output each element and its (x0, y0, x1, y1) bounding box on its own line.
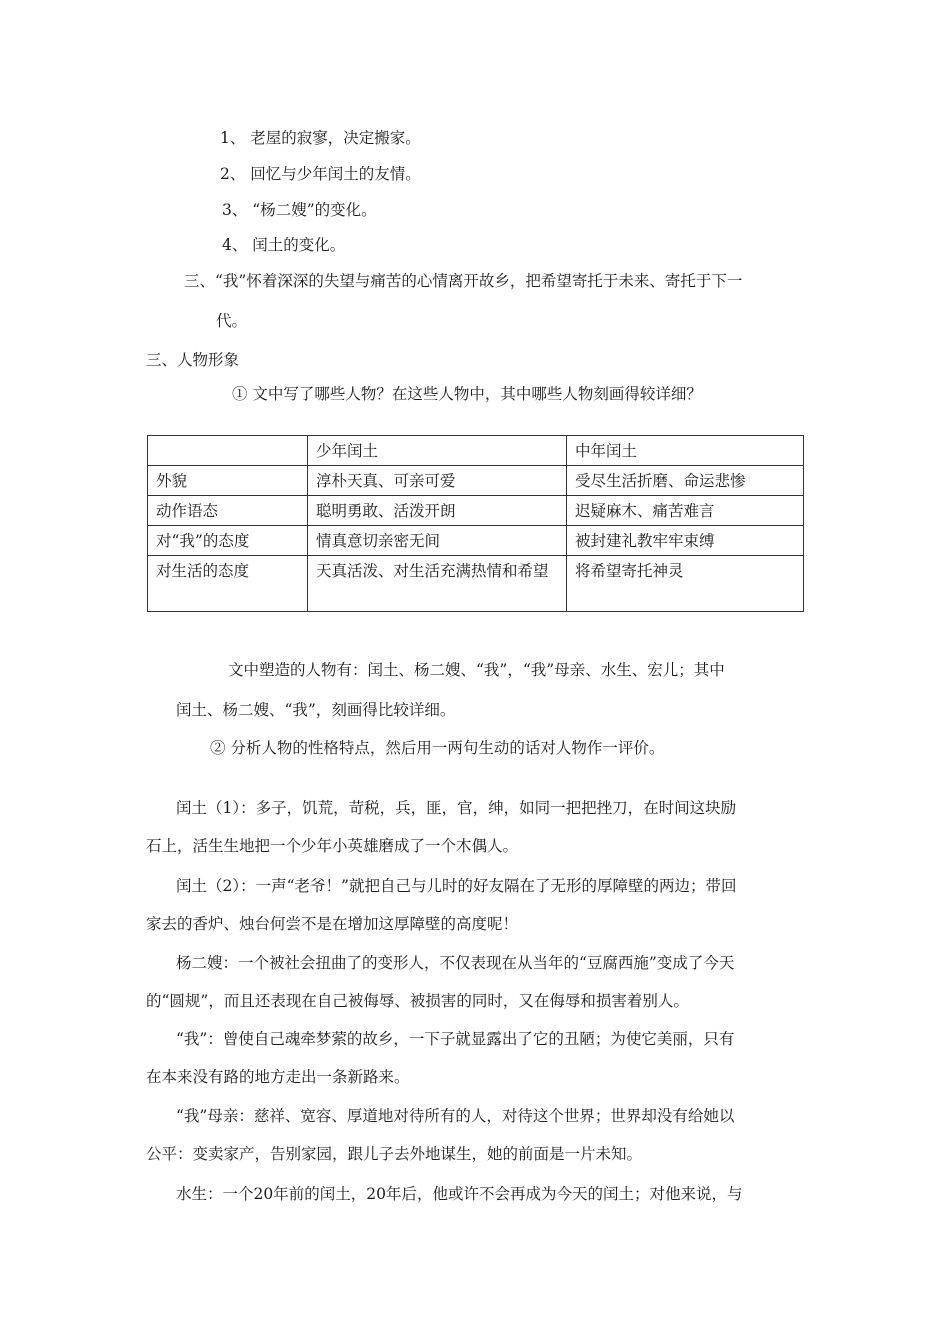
table-header-cell (148, 436, 308, 466)
question-2: ② 分析人物的性格特点，然后用一两句生动的话对人物作一评价。 (210, 739, 665, 757)
evaluation-line: 杨二嫂：一个被社会扭曲了的变形人，不仅表现在从当年的“豆腐西施”变成了今天 (176, 954, 735, 972)
evaluation-line: 公平：变卖家产，告别家园，跟儿子去外地谋生，她的前面是一片未知。 (146, 1145, 643, 1163)
answer-1-line-2: 闰土、杨二嫂、“我”，刻画得比较详细。 (176, 701, 456, 719)
table-cell: 动作语态 (148, 496, 308, 526)
table-row (148, 496, 804, 526)
table-header-cell: 中年闰土 (567, 436, 804, 466)
table-cell: 天真活泼、对生活充满热情和希望 (308, 556, 567, 612)
table-cell: 受尽生活折磨、命运悲惨 (567, 466, 804, 496)
table-cell: 对“我”的态度 (148, 526, 308, 556)
table-cell: 淳朴天真、可亲可爱 (308, 466, 567, 496)
answer-1-line-1: 文中塑造的人物有：闰土、杨二嫂、“我”，“我”母亲、水生、宏儿；其中 (228, 661, 725, 679)
plot-item-2: 2、 回忆与少年闰土的友情。 (220, 165, 421, 183)
table-header-row (148, 436, 804, 466)
section3-line-1: 三、“我”怀着深深的失望与痛苦的心情离开故乡，把希望寄托于未来、寄托于下一 (184, 272, 743, 290)
evaluation-line: 家去的香炉、烛台何尝不是在增加这厚障壁的高度呢！ (146, 915, 519, 933)
table-row (148, 526, 804, 556)
evaluation-paragraph (146, 797, 806, 873)
table-cell: 外貌 (148, 466, 308, 496)
plot-item-1: 1、 老屋的寂寥，决定搬家。 (220, 129, 421, 147)
evaluation-line: 的“圆规”，而且还表现在自己被侮辱、被损害的同时，又在侮辱和损害着别人。 (146, 992, 689, 1010)
table-cell: 迟疑麻木、痛苦难言 (567, 496, 804, 526)
evaluation-line: “我”：曾使自己魂牵梦萦的故乡，一下子就显露出了它的丑陋；为使它美丽，只有 (176, 1030, 735, 1048)
table-cell: 被封建礼教牢牢束缚 (567, 526, 804, 556)
table-cell: 情真意切亲密无间 (308, 526, 567, 556)
evaluation-line: 石上，活生生地把一个少年小英雄磨成了一个木偶人。 (146, 837, 519, 855)
question-1: ① 文中写了哪些人物？在这些人物中，其中哪些人物刻画得较详细？ (232, 385, 702, 403)
table-header-cell: 少年闰土 (308, 436, 567, 466)
table-cell: 聪明勇敢、活泼开朗 (308, 496, 567, 526)
plot-item-3: 3、 “杨二嫂”的变化。 (222, 201, 377, 219)
evaluation-paragraph (146, 952, 806, 1028)
evaluation-paragraph (146, 1028, 806, 1104)
character-table (147, 435, 804, 612)
table-row (148, 466, 804, 496)
evaluation-paragraph (146, 1105, 806, 1181)
table-row (148, 556, 804, 612)
table-cell: 对生活的态度 (148, 556, 308, 612)
table-cell: 将希望寄托神灵 (567, 556, 804, 612)
evaluation-line: 闰土（2）：一声“老爷！”就把自己与儿时的好友隔在了无形的厚障壁的两边；带回 (176, 877, 737, 895)
evaluation-line: 闰土（1）：多子，饥荒，苛税，兵，匪，官，绅，如同一把把挫刀，在时间这块励 (176, 799, 737, 817)
evaluation-paragraph (146, 875, 806, 951)
evaluation-line: 水生：一个20年前的闰土，20年后，他或许不会再成为今天的闰土；对他来说，与 (176, 1185, 743, 1203)
section-heading: 三、人物形象 (146, 351, 240, 369)
plot-item-4: 4、 闰土的变化。 (222, 236, 346, 254)
evaluation-paragraph (146, 1183, 806, 1221)
section3-line-2: 代。 (216, 312, 248, 330)
evaluation-line: 在本来没有路的地方走出一条新路来。 (146, 1068, 410, 1086)
evaluation-line: “我”母亲：慈祥、宽容、厚道地对待所有的人，对待这个世界；世界却没有给她以 (176, 1107, 735, 1125)
